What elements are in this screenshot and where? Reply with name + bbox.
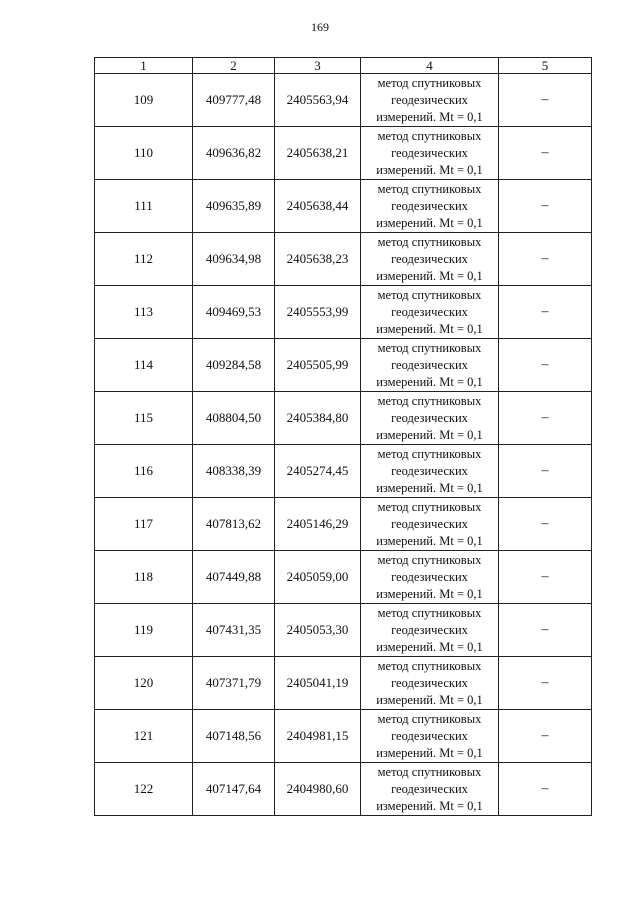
- y-coordinate-cell: 2405553,99: [275, 286, 361, 339]
- y-coordinate-cell: 2404981,15: [275, 710, 361, 763]
- note-cell: –: [499, 233, 592, 286]
- header-col-3: 3: [275, 58, 361, 74]
- note-cell: –: [499, 180, 592, 233]
- method-line: метод спутниковых: [377, 605, 482, 620]
- method-line: метод спутниковых: [377, 393, 482, 408]
- table-row: [95, 551, 592, 604]
- method-line: геодезических: [391, 145, 468, 160]
- x-coordinate-cell: 407371,79: [193, 657, 275, 710]
- note-cell: –: [499, 498, 592, 551]
- table-row: [95, 392, 592, 445]
- point-number-cell: 115: [95, 392, 193, 445]
- table-row: [95, 604, 592, 657]
- point-number-cell: 110: [95, 127, 193, 180]
- x-coordinate-cell: 407813,62: [193, 498, 275, 551]
- header-row: [95, 58, 592, 74]
- method-line: метод спутниковых: [377, 75, 482, 90]
- table-row: [95, 127, 592, 180]
- method-line: измерений. Mt = 0,1: [376, 321, 483, 336]
- point-number-cell: 120: [95, 657, 193, 710]
- method-line: геодезических: [391, 781, 468, 796]
- y-coordinate-cell: 2405563,94: [275, 74, 361, 127]
- method-line: геодезических: [391, 728, 468, 743]
- method-line: геодезических: [391, 516, 468, 531]
- method-cell: [361, 286, 499, 339]
- method-line: измерений. Mt = 0,1: [376, 268, 483, 283]
- table-row: [95, 74, 592, 127]
- point-number-cell: 112: [95, 233, 193, 286]
- y-coordinate-cell: 2405638,23: [275, 233, 361, 286]
- x-coordinate-cell: 409469,53: [193, 286, 275, 339]
- x-coordinate-cell: 407449,88: [193, 551, 275, 604]
- table-row: [95, 233, 592, 286]
- method-line: геодезических: [391, 198, 468, 213]
- point-number-cell: 117: [95, 498, 193, 551]
- page-number: 169: [311, 20, 329, 34]
- method-cell: [361, 339, 499, 392]
- method-cell: [361, 233, 499, 286]
- x-coordinate-cell: 408338,39: [193, 445, 275, 498]
- method-line: метод спутниковых: [377, 181, 482, 196]
- y-coordinate-cell: 2405274,45: [275, 445, 361, 498]
- point-number-cell: 116: [95, 445, 193, 498]
- method-cell: [361, 657, 499, 710]
- method-line: метод спутниковых: [377, 658, 482, 673]
- header-col-1: 1: [95, 58, 193, 74]
- method-line: измерений. Mt = 0,1: [376, 427, 483, 442]
- x-coordinate-cell: 408804,50: [193, 392, 275, 445]
- method-line: измерений. Mt = 0,1: [376, 692, 483, 707]
- note-cell: –: [499, 657, 592, 710]
- method-cell: [361, 604, 499, 657]
- note-cell: –: [499, 763, 592, 816]
- note-cell: –: [499, 551, 592, 604]
- point-number-cell: 119: [95, 604, 193, 657]
- point-number-cell: 114: [95, 339, 193, 392]
- table-row: [95, 657, 592, 710]
- note-cell: –: [499, 445, 592, 498]
- method-cell: [361, 180, 499, 233]
- method-line: геодезических: [391, 463, 468, 478]
- x-coordinate-cell: 409635,89: [193, 180, 275, 233]
- table-row: [95, 445, 592, 498]
- table-row: [95, 180, 592, 233]
- method-line: геодезических: [391, 569, 468, 584]
- x-coordinate-cell: 409634,98: [193, 233, 275, 286]
- method-line: геодезических: [391, 410, 468, 425]
- y-coordinate-cell: 2404980,60: [275, 763, 361, 816]
- note-cell: –: [499, 710, 592, 763]
- x-coordinate-cell: 409284,58: [193, 339, 275, 392]
- method-line: измерений. Mt = 0,1: [376, 798, 483, 813]
- y-coordinate-cell: 2405638,21: [275, 127, 361, 180]
- y-coordinate-cell: 2405505,99: [275, 339, 361, 392]
- method-line: измерений. Mt = 0,1: [376, 215, 483, 230]
- table-row: [95, 286, 592, 339]
- note-cell: –: [499, 392, 592, 445]
- method-line: измерений. Mt = 0,1: [376, 586, 483, 601]
- point-number-cell: 118: [95, 551, 193, 604]
- y-coordinate-cell: 2405041,19: [275, 657, 361, 710]
- method-line: измерений. Mt = 0,1: [376, 162, 483, 177]
- y-coordinate-cell: 2405638,44: [275, 180, 361, 233]
- table-row: [95, 339, 592, 392]
- x-coordinate-cell: 407431,35: [193, 604, 275, 657]
- y-coordinate-cell: 2405053,30: [275, 604, 361, 657]
- x-coordinate-cell: 407147,64: [193, 763, 275, 816]
- method-line: геодезических: [391, 622, 468, 637]
- method-line: измерений. Mt = 0,1: [376, 374, 483, 389]
- method-line: метод спутниковых: [377, 446, 482, 461]
- method-cell: [361, 710, 499, 763]
- method-line: метод спутниковых: [377, 287, 482, 302]
- point-number-cell: 122: [95, 763, 193, 816]
- method-line: измерений. Mt = 0,1: [376, 480, 483, 495]
- point-number-cell: 109: [95, 74, 193, 127]
- method-cell: [361, 498, 499, 551]
- method-line: геодезических: [391, 92, 468, 107]
- header-col-2: 2: [193, 58, 275, 74]
- method-cell: [361, 392, 499, 445]
- method-line: измерений. Mt = 0,1: [376, 639, 483, 654]
- y-coordinate-cell: 2405059,00: [275, 551, 361, 604]
- method-line: геодезических: [391, 357, 468, 372]
- method-line: метод спутниковых: [377, 234, 482, 249]
- method-line: геодезических: [391, 675, 468, 690]
- method-line: измерений. Mt = 0,1: [376, 533, 483, 548]
- method-line: геодезических: [391, 251, 468, 266]
- method-line: метод спутниковых: [377, 128, 482, 143]
- method-line: измерений. Mt = 0,1: [376, 109, 483, 124]
- header-col-5: 5: [499, 58, 592, 74]
- point-number-cell: 121: [95, 710, 193, 763]
- table-row: [95, 498, 592, 551]
- y-coordinate-cell: 2405384,80: [275, 392, 361, 445]
- method-cell: [361, 445, 499, 498]
- method-line: метод спутниковых: [377, 552, 482, 567]
- method-cell: [361, 127, 499, 180]
- method-cell: [361, 551, 499, 604]
- note-cell: –: [499, 127, 592, 180]
- method-cell: [361, 763, 499, 816]
- method-line: метод спутниковых: [377, 711, 482, 726]
- point-number-cell: 113: [95, 286, 193, 339]
- note-cell: –: [499, 604, 592, 657]
- method-cell: [361, 74, 499, 127]
- header-col-4: 4: [361, 58, 499, 74]
- x-coordinate-cell: 409636,82: [193, 127, 275, 180]
- method-line: метод спутниковых: [377, 340, 482, 355]
- point-number-cell: 111: [95, 180, 193, 233]
- table-row: [95, 710, 592, 763]
- y-coordinate-cell: 2405146,29: [275, 498, 361, 551]
- x-coordinate-cell: 409777,48: [193, 74, 275, 127]
- method-line: геодезических: [391, 304, 468, 319]
- method-line: измерений. Mt = 0,1: [376, 745, 483, 760]
- method-line: метод спутниковых: [377, 499, 482, 514]
- x-coordinate-cell: 407148,56: [193, 710, 275, 763]
- method-line: метод спутниковых: [377, 764, 482, 779]
- note-cell: –: [499, 74, 592, 127]
- note-cell: –: [499, 286, 592, 339]
- coordinates-table: [94, 57, 592, 816]
- note-cell: –: [499, 339, 592, 392]
- table-row: [95, 763, 592, 816]
